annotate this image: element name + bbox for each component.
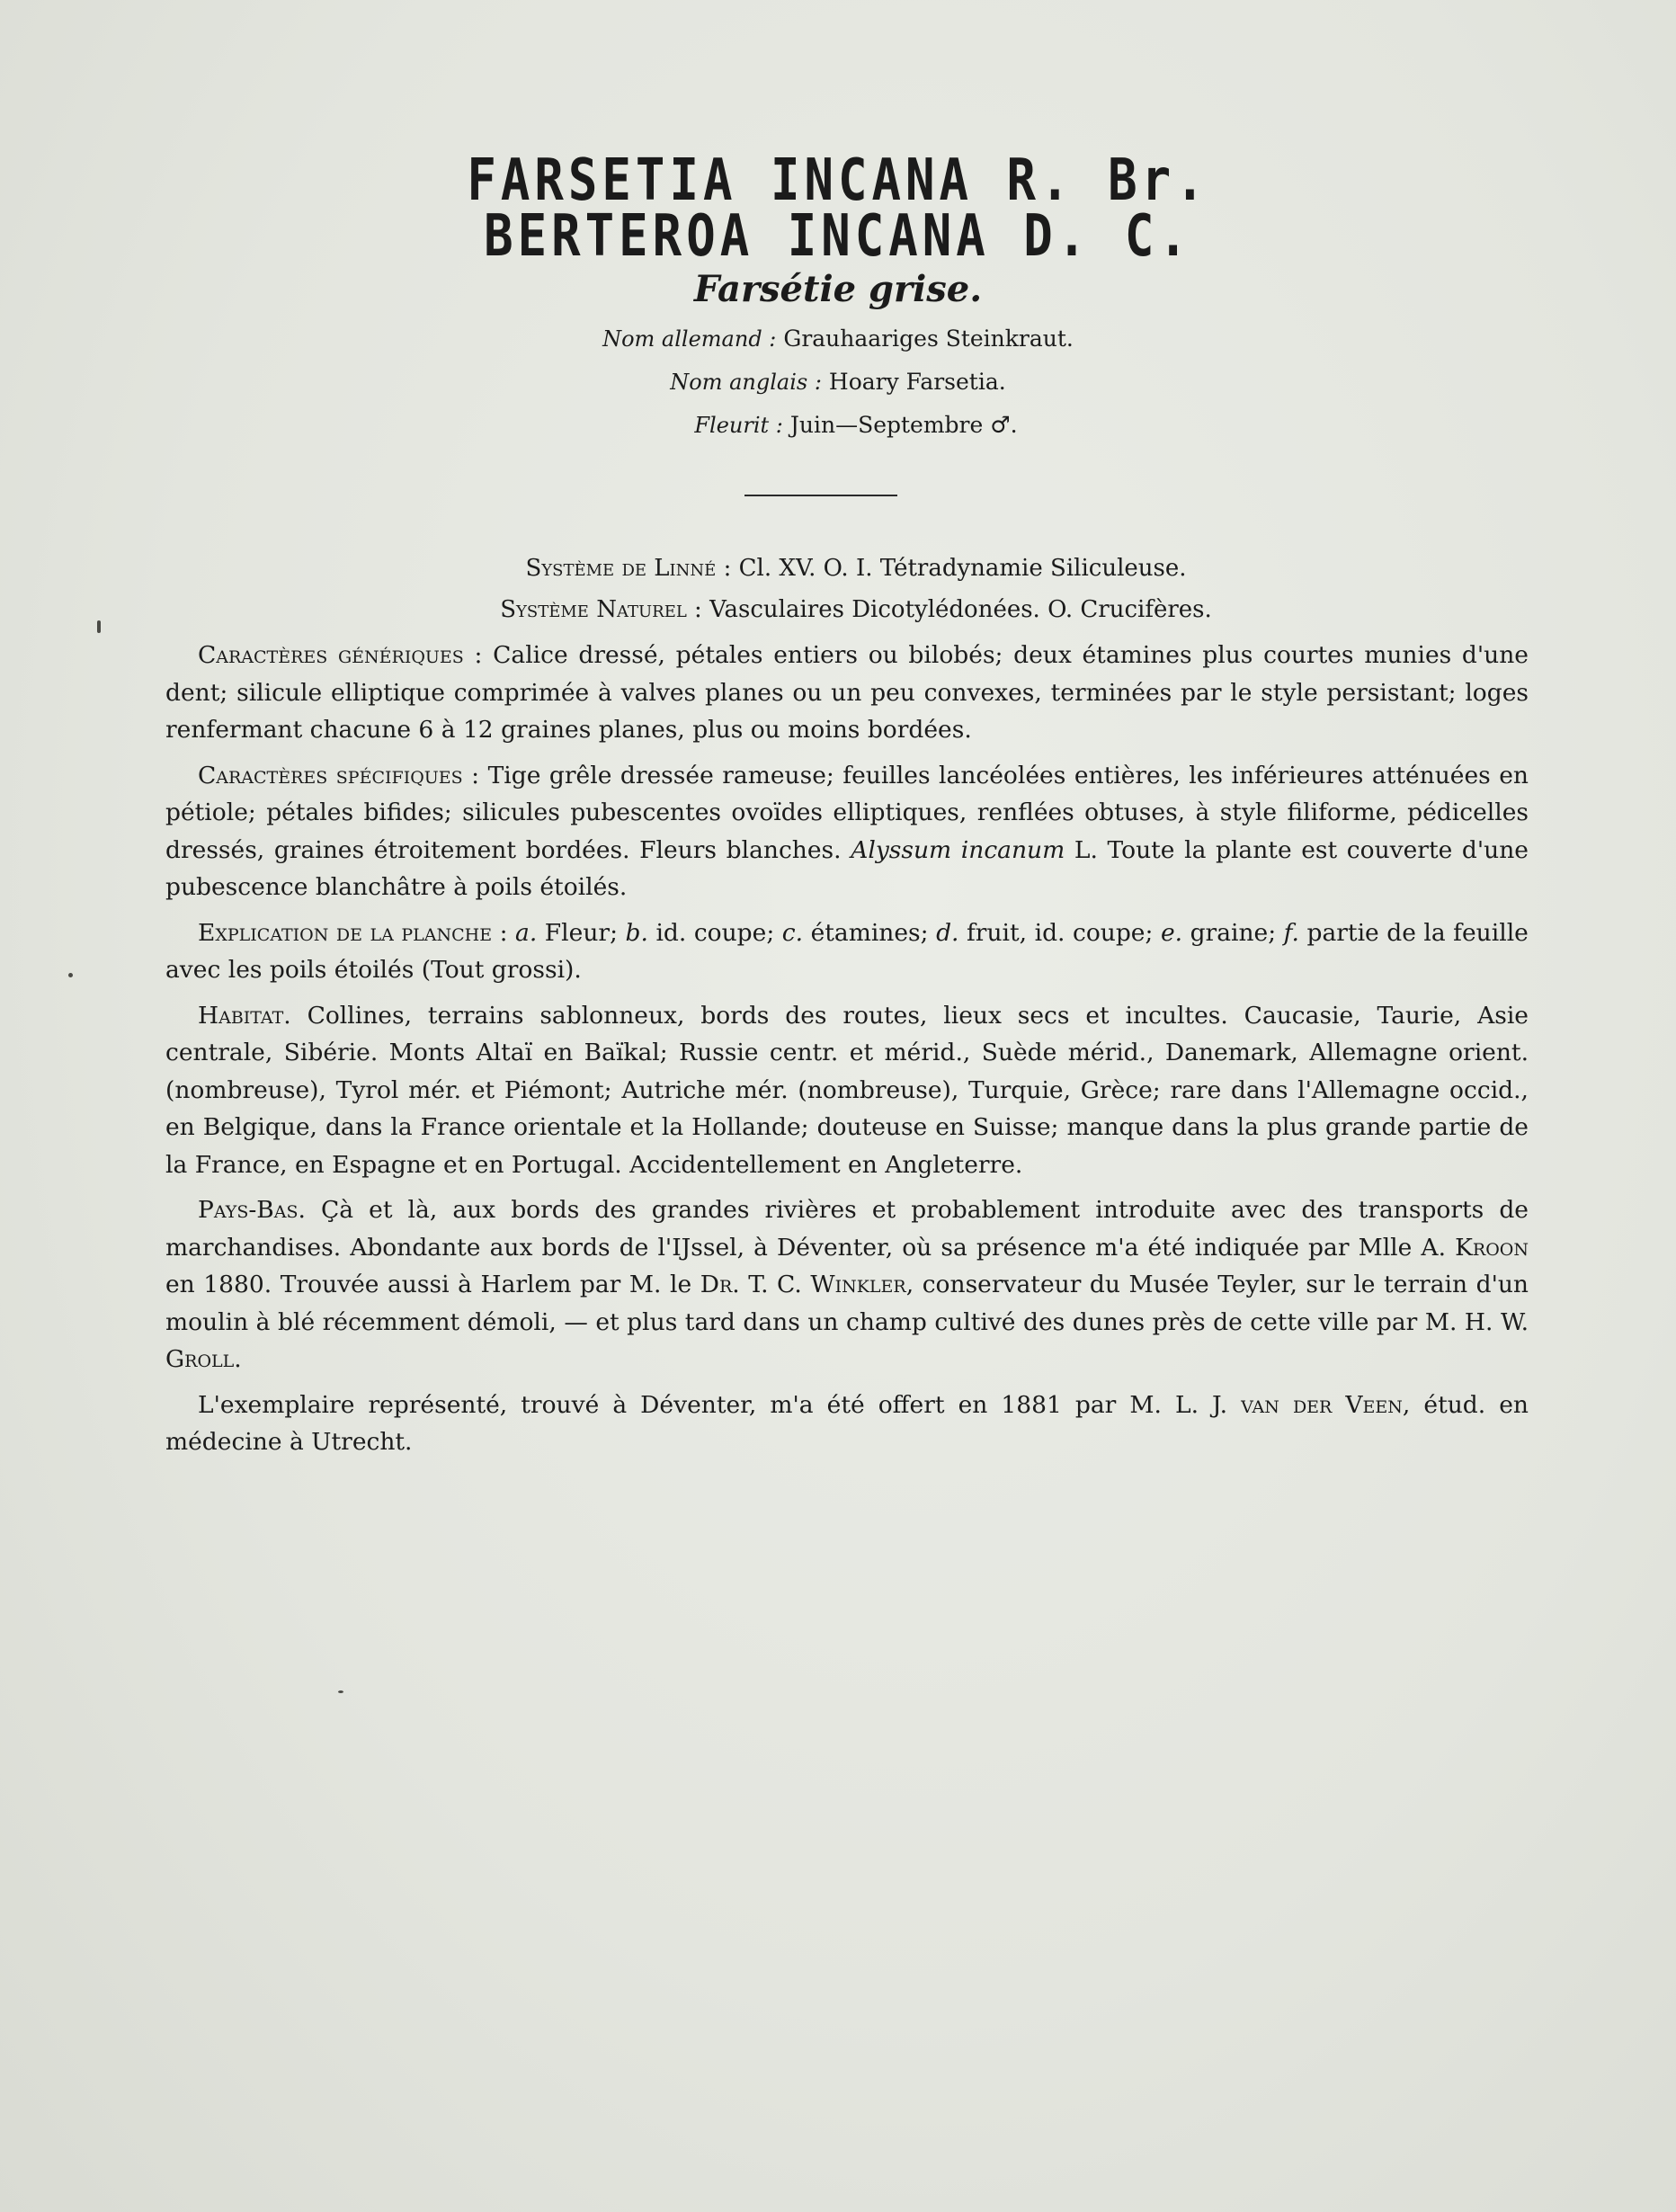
english-name-line xyxy=(0,369,1676,395)
habitat-text: Collines, terrains sablonneux, bords des routes, lieux secs et incultes. Caucasie, Taurie, Asie centrale, Sibérie. Monts Altaï en Baïkal; Russie centr. et mérid., Suède mérid., Danemark, Allemagne orient. (nombreuse), Tyrol mér. et Piémont; Autriche mér. (nombreuse), Turquie, Grèce; rare dans l'Allemagne occid., en Belgique, dans la France orientale et la Hollande; douteuse en Suisse; manque dans la plus grande partie de la France, en Espagne et en Portugal. Accidentellement en Angleterre. xyxy=(165,1001,1529,1179)
netherlands-text-2: en 1880. Trouvée aussi à Harlem par M. le xyxy=(165,1271,692,1298)
specimen-paragraph xyxy=(165,1387,1529,1461)
linne-system-label: Système de Linné : xyxy=(525,555,732,582)
german-name-line xyxy=(0,326,1676,352)
figure-key-c: c. xyxy=(781,918,804,947)
generic-characters-paragraph xyxy=(165,637,1529,749)
margin-speck xyxy=(338,1690,343,1693)
linne-system-value: Cl. XV. O. I. Tétradynamie Siliculeuse. xyxy=(738,555,1187,582)
synonym-name: Alyssum incanum xyxy=(851,835,1065,864)
person-groll: Groll xyxy=(165,1345,235,1373)
netherlands-paragraph xyxy=(165,1191,1529,1378)
english-name-label: Nom anglais : xyxy=(670,370,822,395)
figure-desc-c: étamines; xyxy=(810,918,929,947)
netherlands-text-1: Çà et là, aux bords des grandes rivières et probablement introduite avec des transports de marchandises. Abondante aux bords de l'IJssel, à Déventer, où sa présence m'a été indiquée par Mlle A. xyxy=(165,1196,1529,1262)
specimen-text-1: L'exemplaire représenté, trouvé à Déventer, m'a été offert en 1881 par M. L. J. xyxy=(198,1390,1228,1419)
german-name-value: Grauhaariges Steinkraut. xyxy=(783,326,1074,352)
natural-system-line xyxy=(0,596,1676,623)
figure-key-b: b. xyxy=(625,918,648,947)
habitat-label: Habitat. xyxy=(198,1001,291,1030)
plate-explanation-label: Explication de la planche : xyxy=(198,918,508,947)
figure-key-d: d. xyxy=(936,918,959,947)
title-line-1: FARSETIA INCANA R. Br. xyxy=(467,147,1209,214)
linne-system-line xyxy=(0,555,1676,582)
person-van-der-veen: van der Veen xyxy=(1241,1390,1403,1419)
plate-explanation-paragraph xyxy=(165,914,1529,989)
body-text xyxy=(165,637,1529,1469)
natural-system-value: Vasculaires Dicotylédonées. O. Crucifères. xyxy=(709,596,1212,623)
common-name: Farsétie grise. xyxy=(693,268,983,310)
figure-desc-e: graine; xyxy=(1190,918,1277,947)
person-winkler: Dr. T. C. Winkler xyxy=(700,1271,906,1298)
section-divider xyxy=(744,495,897,496)
specific-characters-text-1: Tige grêle dressée rameuse; feuilles lancéolées entières, les inférieures atténuées en pétiole; pétales bifides; silicules pubescentes ovoïdes elliptiques, renflées obtuses, à style filiforme, pédicelles dressés, graines étroitement bordées. Fleurs blanches. xyxy=(165,761,1529,864)
figure-key-f: f. xyxy=(1283,918,1299,947)
flowering-label: Fleurit : xyxy=(694,413,783,438)
figure-desc-b: id. coupe; xyxy=(655,918,775,947)
netherlands-text-4: . xyxy=(234,1345,242,1373)
figure-desc-d: fruit, id. coupe; xyxy=(967,918,1154,947)
habitat-paragraph xyxy=(165,997,1529,1184)
german-name-label: Nom allemand : xyxy=(602,326,777,352)
generic-characters-label: Caractères génériques : xyxy=(198,641,483,669)
generic-characters-text: Calice dressé, pétales entiers ou bilobés; deux étamines plus courtes munies d'une dent; silicule elliptique comprimée à valves planes ou un peu convexes, terminées par le style persistant; loges renfermant chacune 6 à 12 graines planes, plus ou moins bordées. xyxy=(165,641,1529,744)
margin-speck xyxy=(68,973,73,977)
english-name-value: Hoary Farsetia. xyxy=(828,369,1006,395)
figure-desc-a: Fleur; xyxy=(544,918,619,947)
specific-characters-paragraph xyxy=(165,757,1529,906)
specific-characters-label: Caractères spécifiques : xyxy=(198,761,480,789)
netherlands-label: Pays-Bas. xyxy=(198,1196,306,1224)
specific-characters-text-2: L. Toute la plante est couverte d'une pubescence blanchâtre à poils étoilés. xyxy=(165,835,1529,901)
margin-speck xyxy=(97,620,101,633)
figure-key-e: e. xyxy=(1160,918,1183,947)
person-kroon: Kroon xyxy=(1455,1233,1529,1262)
netherlands-text-3: , conservateur du Musée Teyler, sur le terrain d'un moulin à blé récemment démoli, — et plus tard dans un champ cultivé des dunes près de cette ville par M. H. W. xyxy=(165,1271,1529,1336)
flowering-line xyxy=(0,412,1676,438)
flowering-value: Juin—Septembre ♂. xyxy=(789,412,1018,438)
natural-system-label: Système Naturel : xyxy=(500,596,702,623)
title-line-2: BERTEROA INCANA D. C. xyxy=(484,202,1192,270)
specimen-text-2: , étud. en médecine à Utrecht. xyxy=(165,1390,1529,1456)
figure-key-a: a. xyxy=(515,918,538,947)
figure-desc-f: partie de la feuille avec les poils étoilés (Tout grossi). xyxy=(165,918,1529,984)
